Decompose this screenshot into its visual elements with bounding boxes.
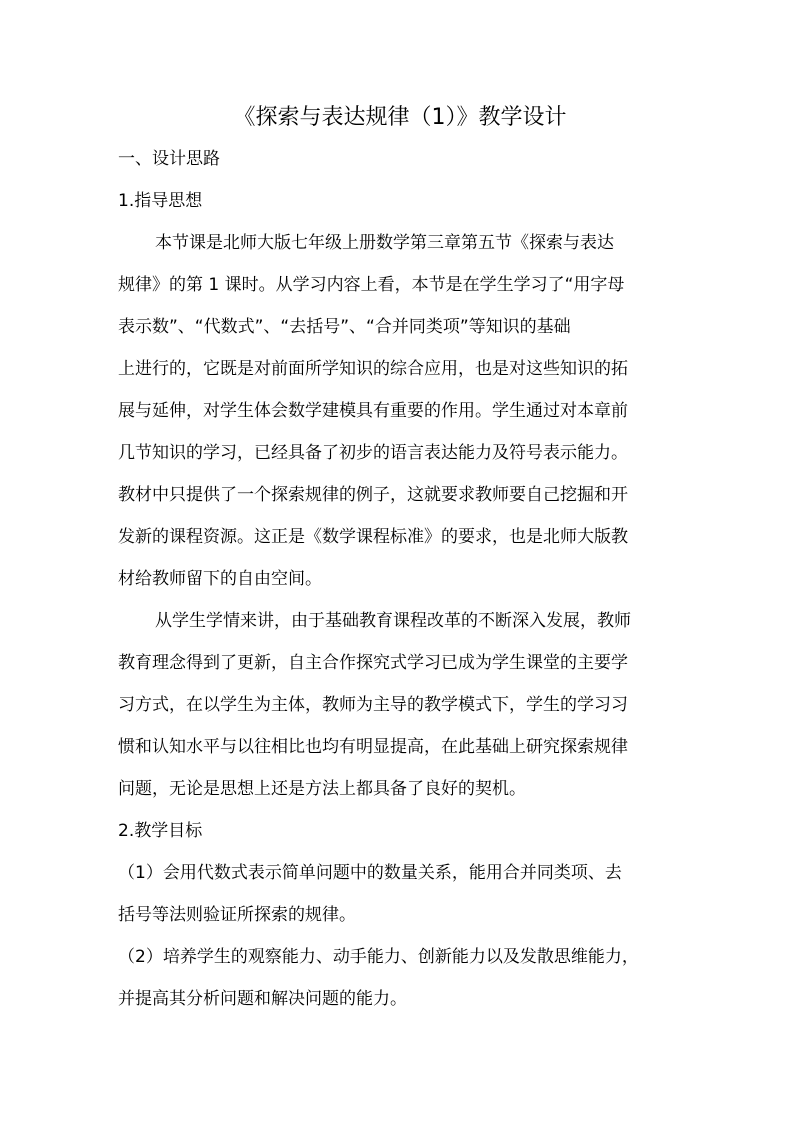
goal-1-line: 括号等法则验证所探索的规律。	[118, 905, 356, 925]
paragraph-2-line: 惯和认知水平与以往相比也均有明显提高，在此基础上研究探索规律	[118, 737, 628, 757]
sub-heading-teaching-goals: 2.教学目标	[118, 821, 203, 841]
paragraph-1-line: 发新的课程资源。这正是《数学课程标准》的要求，也是北师大版教	[118, 527, 628, 547]
goal-1-line: （1）会用代数式表示简单问题中的数量关系，能用合并同类项、去	[118, 863, 622, 883]
paragraph-1-line: 上进行的，它既是对前面所学知识的综合应用，也是对这些知识的拓	[118, 359, 628, 379]
paragraph-1-line: 几节知识的学习，已经具备了初步的语言表达能力及符号表示能力。	[118, 443, 628, 463]
goal-2-line: （2）培养学生的观察能力、动手能力、创新能力以及发散思维能力，	[118, 947, 639, 967]
goal-2-line: 并提高其分析问题和解决问题的能力。	[118, 989, 407, 1009]
paragraph-1-line: 教材中只提供了一个探索规律的例子，这就要求教师要自己挖掘和开	[118, 485, 628, 505]
sub-heading-guiding-idea: 1.指导思想	[118, 191, 203, 211]
paragraph-1-line: 规律》的第 1 课时。从学习内容上看，本节是在学生学习了“用字母	[118, 275, 625, 295]
paragraph-2-line: 问题，无论是思想上还是方法上都具备了良好的契机。	[118, 779, 526, 799]
paragraph-1-line: 材给教师留下的自由空间。	[118, 569, 322, 589]
paragraph-1-line: 表示数”、“代数式”、“去括号”、“合并同类项”等知识的基础	[118, 317, 571, 337]
paragraph-2-line: 从学生学情来讲，由于基础教育课程改革的不断深入发展，教师	[155, 611, 631, 631]
paragraph-1-line: 本节课是北师大版七年级上册数学第三章第五节《探索与表达	[155, 233, 614, 253]
section-heading: 一、设计思路	[118, 149, 220, 169]
paragraph-2-line: 教育理念得到了更新，自主合作探究式学习已成为学生课堂的主要学	[118, 653, 628, 673]
paragraph-1-line: 展与延伸，对学生体会数学建模具有重要的作用。学生通过对本章前	[118, 401, 628, 421]
paragraph-2-line: 习方式，在以学生为主体，教师为主导的教学模式下，学生的学习习	[118, 695, 628, 715]
document-title: 《探索与表达规律（1）》教学设计	[233, 105, 567, 130]
